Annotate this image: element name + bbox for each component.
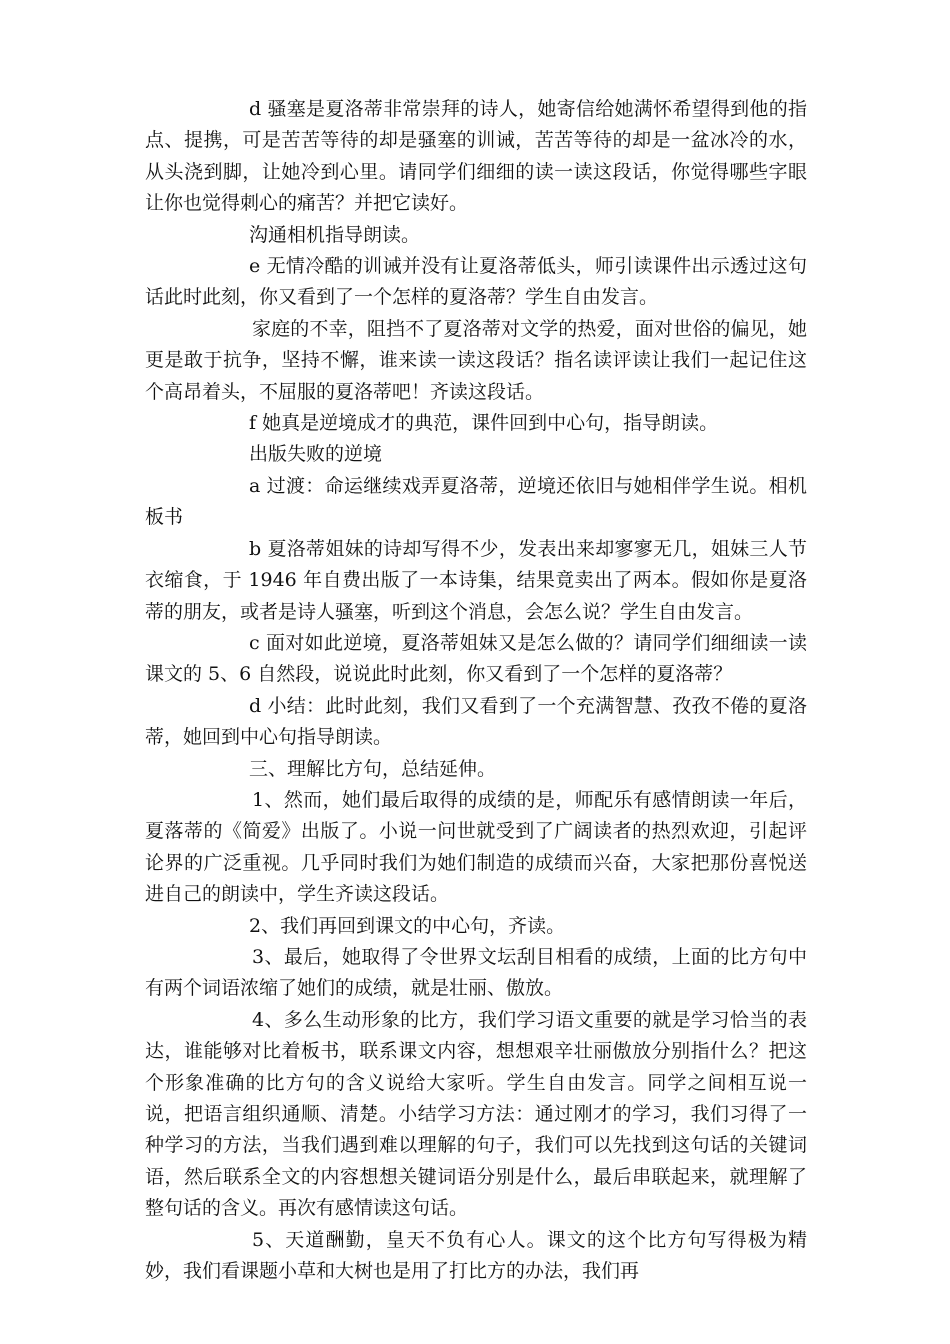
paragraph-5: f 她真是逆境成才的典范，课件回到中心句，指导朗读。 <box>249 412 719 435</box>
paragraph-13: 2、我们再回到课文的中心句，齐读。 <box>249 914 566 937</box>
paragraph-1: d 骚塞是夏洛蒂非常崇拜的诗人，她寄信给她满怀希望得到他的指点、提携，可是苦苦等待的却是骚塞的训诫，苦苦等待的却是一盆冰冷的水，从头浇到脚，让她冷到心里。请同学们细细的读一读这段话，你觉得哪些字眼让你也觉得刺心的痛苦？并把它读好。 <box>145 98 807 215</box>
paragraph-16: 5、天道酬勤，皇天不负有心人。课文的这个比方句写得极为精妙，我们看课题小草和大树也是用了打比方的办法，我们再 <box>145 1228 807 1283</box>
paragraph-8: b 夏洛蒂姐妹的诗却写得不少，发表出来却寥寥无几，姐妹三人节衣缩食，于 1946 年自费出版了一本诗集，结果竟卖出了两本。假如你是夏洛蒂的朋友，或者是诗人骚塞，听到这个消息，会怎么说？学生自由发言。 <box>145 537 807 623</box>
paragraph-2: 沟通相机指导朗读。 <box>249 223 421 246</box>
paragraph-3: e 无情冷酷的训诫并没有让夏洛蒂低头，师引读课件出示透过这句话此时此刻，你又看到了一个怎样的夏洛蒂？学生自由发言。 <box>145 255 807 309</box>
section-heading-publishing-failure: 出版失败的逆境 <box>249 443 383 466</box>
paragraph-15: 4、多么生动形象的比方，我们学习语文重要的就是学习恰当的表达，谁能够对比着板书，联系课文内容，想想艰辛壮丽傲放分别指什么？把这个形象准确的比方句的含义说给大家听。学生自由发言。同学之间相互说一说，把语言组织通顺、清楚。小结学习方法：通过刚才的学习，我们习得了一种学习的方法，当我们遇到难以理解的句子，我们可以先找到这句话的关键词语，然后联系全文的内容想想关键词语分别是什么，最后串联起来，就理解了整句话的含义。再次有感情读这句话。 <box>145 1008 807 1220</box>
paragraph-12: 1、然而，她们最后取得的成绩的是，师配乐有感情朗读一年后，夏落蒂的《简爱》出版了。小说一问世就受到了广阔读者的热烈欢迎，引起评论界的广泛重视。几乎同时我们为她们制造的成绩而兴奋，大家把那份喜悦送进自己的朗读中，学生齐读这段话。 <box>145 788 807 906</box>
paragraph-7: a 过渡：命运继续戏弄夏洛蒂，逆境还依旧与她相伴学生说。相机板书 <box>145 474 807 529</box>
section-heading-3: 三、理解比方句，总结延伸。 <box>249 757 497 780</box>
paragraph-10: d 小结：此时此刻，我们又看到了一个充满智慧、孜孜不倦的夏洛蒂，她回到中心句指导朗读。 <box>145 694 807 749</box>
paragraph-14: 3、最后，她取得了令世界文坛刮目相看的成绩，上面的比方句中有两个词语浓缩了她们的成绩，就是壮丽、傲放。 <box>145 945 807 1000</box>
paragraph-9: c 面对如此逆境，夏洛蒂姐妹又是怎么做的？请同学们细细读一读课文的 5、6 自然段，说说此时此刻，你又看到了一个怎样的夏洛蒂？ <box>145 631 807 686</box>
paragraph-4: 家庭的不幸，阻挡不了夏洛蒂对文学的热爱，面对世俗的偏见，她更是敢于抗争，坚持不懈，谁来读一读这段话？指名读评读让我们一起记住这个高昂着头，不屈服的夏洛蒂吧！齐读这段话。 <box>145 317 807 403</box>
document-body <box>145 94 807 1287</box>
